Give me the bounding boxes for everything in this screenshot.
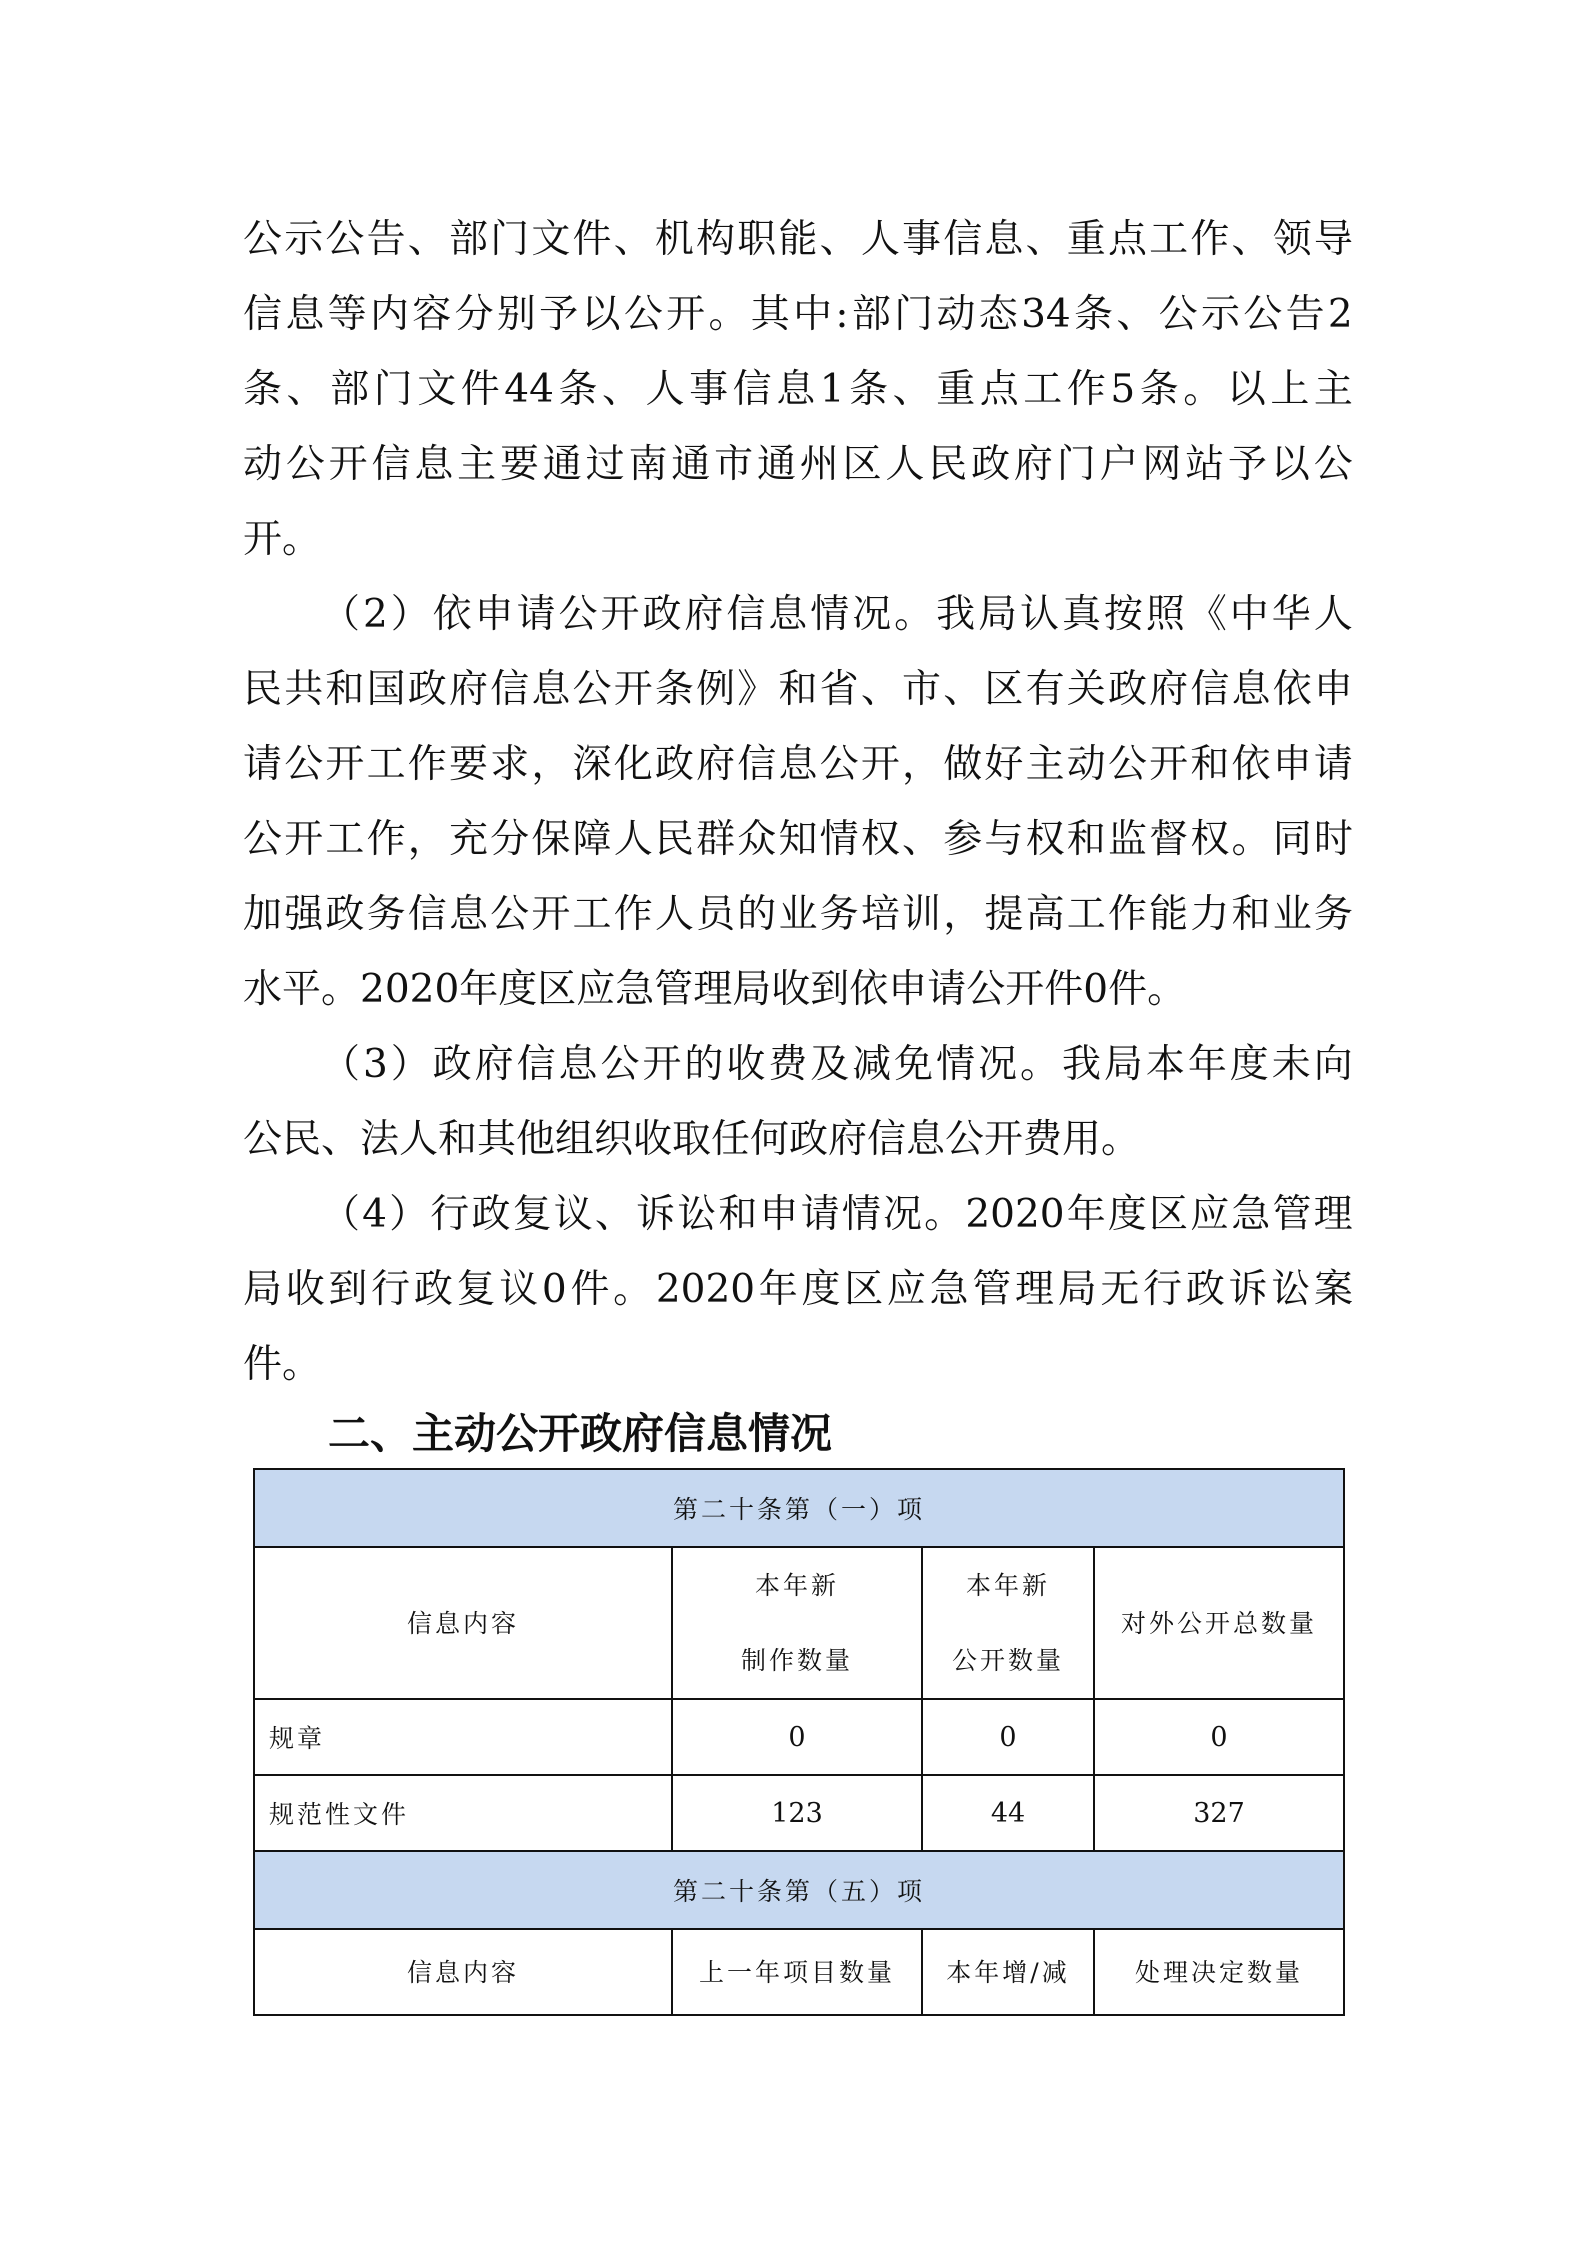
info-table — [253, 1468, 1345, 2016]
text-line: 公 示 公 告 、 部 门 文 件 、 机 构 职 能 、 人 事 信 息 、 重 点 工 作 、 领 导 — [243, 217, 1353, 262]
row-label: 规范性文件 — [254, 1775, 672, 1851]
row-value: 123 — [672, 1775, 922, 1851]
text-line: 件。 — [243, 1342, 322, 1387]
col-info-content: 信息内容 — [254, 1547, 672, 1699]
text-line: 请 公 开 工 作 要 求 ， 深 化 政 府 信 息 公 开 ， 做 好 主 动 公 开 和 依 申 请 — [243, 742, 1353, 787]
text-line: 民 共 和 国 政 府 信 息 公 开 条 例 》 和 省 、 市 、 区 有 关 政 府 信 息 依 申 — [243, 667, 1353, 712]
row-value: 327 — [1094, 1775, 1344, 1851]
text-line: （ 2 ） 依 申 请 公 开 政 府 信 息 情 况 。 我 局 认 真 按 照 《 中 华 人 — [321, 592, 1353, 637]
section2-title: 第二十条第（五）项 — [254, 1851, 1344, 1929]
table-row — [254, 1775, 1344, 1851]
col-info-content-2: 信息内容 — [254, 1929, 672, 2015]
col-total-public: 对外公开总数量 — [1094, 1547, 1344, 1699]
text-line: 动 公 开 信 息 主 要 通 过 南 通 市 通 州 区 人 民 政 府 门 户 网 站 予 以 公 — [243, 442, 1353, 487]
col-decision-count: 处理决定数量 — [1094, 1929, 1344, 2015]
col-new-produced — [672, 1547, 922, 1699]
text-line: 加 强 政 务 信 息 公 开 工 作 人 员 的 业 务 培 训 ， 提 高 工 作 能 力 和 业 务 — [243, 892, 1353, 937]
col-prev-year-count: 上一年项目数量 — [672, 1929, 922, 2015]
col-new-published — [922, 1547, 1094, 1699]
text-line: 开。 — [243, 517, 322, 562]
row-value: 44 — [922, 1775, 1094, 1851]
col-year-change: 本年增/减 — [922, 1929, 1094, 2015]
col-new-published-line2: 公开数量 — [951, 1646, 1064, 1675]
text-line: 局 收 到 行 政 复 议 0 件 。 2020 年 度 区 应 急 管 理 局 无 行 政 诉 讼 案 — [243, 1267, 1353, 1312]
col-new-produced-line1: 本年新 — [754, 1571, 839, 1600]
text-line: （ 3 ） 政 府 信 息 公 开 的 收 费 及 减 免 情 况 。 我 局 本 年 度 未 向 — [321, 1042, 1353, 1087]
text-line: 公民、法人和其他组织收取任何政府信息公开费用。 — [243, 1117, 1141, 1162]
section1-title: 第二十条第（一）项 — [254, 1469, 1344, 1547]
text-line: 信 息 等 内 容 分 别 予 以 公 开 。 其 中 : 部 门 动 态 34 条 、 公 示 公 告 2 — [243, 292, 1353, 337]
text-line: 条 、 部 门 文 件 44 条 、 人 事 信 息 1 条 、 重 点 工 作 5 条 。 以 上 主 — [243, 367, 1353, 412]
row-value: 0 — [672, 1699, 922, 1775]
table-row — [254, 1699, 1344, 1775]
col-new-published-line1: 本年新 — [965, 1571, 1050, 1600]
text-line: 公 开 工 作 ， 充 分 保 障 人 民 群 众 知 情 权 、 参 与 权 和 监 督 权 。 同 时 — [243, 817, 1353, 862]
text-line: 水平。2020年度区应急管理局收到依申请公开件0件。 — [243, 967, 1187, 1012]
section-heading: 二、主动公开政府信息情况 — [328, 1409, 833, 1458]
body-text — [243, 202, 1353, 1402]
row-label: 规章 — [254, 1699, 672, 1775]
text-line: （ 4 ） 行 政 复 议 、 诉 讼 和 申 请 情 况 。 2020 年 度 区 应 急 管 理 — [321, 1192, 1353, 1237]
col-new-produced-line2: 制作数量 — [740, 1646, 853, 1675]
row-value: 0 — [922, 1699, 1094, 1775]
row-value: 0 — [1094, 1699, 1344, 1775]
